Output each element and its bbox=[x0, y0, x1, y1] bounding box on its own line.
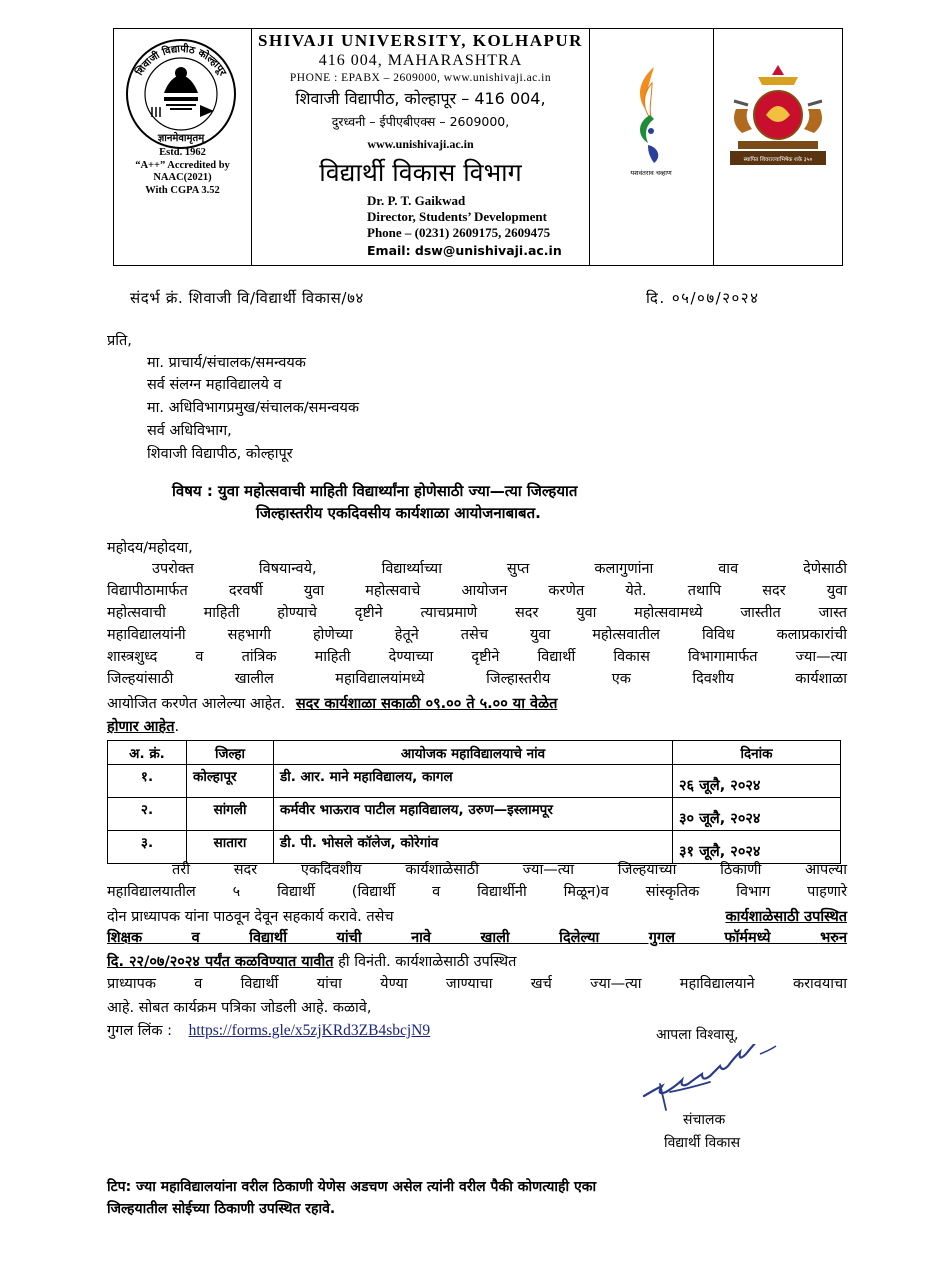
body-line: महाविद्यालयांनी सहभागी होणेच्या हेतूने तसेच युवा महोत्सवातील विविध कलाप्रकारांची bbox=[107, 627, 847, 643]
university-name-mr: शिवाजी विद्यापीठ, कोल्हापूर – 416 004, bbox=[295, 89, 546, 108]
university-name-en: SHIVAJI UNIVERSITY, KOLHAPUR bbox=[258, 31, 583, 50]
table-header: दिनांक bbox=[673, 741, 841, 765]
body-line: आहे. सोबत कार्यक्रम पत्रिका जोडली आहे. कळावे, bbox=[107, 1000, 372, 1016]
row-date: २६ जूलै, २०२४ bbox=[673, 765, 841, 798]
deadline-highlight: दि. २२/०७/२०२४ पर्यंत कळविण्यात यावीत bbox=[107, 954, 334, 970]
body-line: विद्यापीठामार्फत दरवर्षी युवा महोत्सवाचे आयोजन करणेत येते. तथापि सदर युवा bbox=[107, 583, 847, 599]
table-row bbox=[108, 831, 841, 864]
letterhead-divider bbox=[589, 29, 590, 265]
workshop-schedule-table bbox=[107, 740, 841, 864]
body-line: तरी सदर एकदिवशीय कार्यशाळेसाठी ज्या—त्या जिल्हयाच्या ठिकाणी आपल्या bbox=[172, 862, 847, 878]
note-line: जिल्हयातील सोईच्या ठिकाणी उपस्थित रहावे. bbox=[107, 1201, 336, 1217]
recipient-line: सर्व अधिविभाग, bbox=[147, 423, 232, 439]
university-pin-en: 416 004, MAHARASHTRA bbox=[318, 52, 523, 69]
google-link-label: गुगल लिंक : bbox=[107, 1023, 172, 1039]
row-district: सातारा bbox=[187, 831, 274, 864]
note-line: टिप: ज्या महाविद्यालयांना वरील ठिकाणी येणेस अडचण असेल त्यांनी वरील पैकी कोणत्याही एका bbox=[107, 1179, 597, 1195]
table-header: अ. क्रं. bbox=[108, 741, 187, 765]
row-district: सांगली bbox=[187, 798, 274, 831]
body-line: उपरोक्त विषयान्वये, विद्यार्थ्याच्या सुप्त कलागुणांना वाव देणेसाठी bbox=[152, 561, 847, 577]
table-row bbox=[108, 765, 841, 798]
google-link-row bbox=[107, 1020, 430, 1040]
university-seal-logo bbox=[124, 37, 238, 151]
emblem-logo bbox=[722, 59, 834, 179]
logo3-caption: स्थापित शिवराज्याभिषेक शके ३५० bbox=[743, 157, 813, 163]
row-district: कोल्हापूर bbox=[187, 765, 274, 798]
letterhead bbox=[113, 28, 843, 266]
director-email: Email: dsw@unishivaji.ac.in bbox=[367, 243, 562, 258]
salutation: महोदय/महोदया, bbox=[107, 540, 193, 556]
table-row bbox=[108, 798, 841, 831]
row-college: कर्मवीर भाऊराव पाटील महाविद्यालय, उरुण—इस्लामपूर bbox=[274, 798, 673, 831]
recipient-line: शिवाजी विद्यापीठ, कोल्हापूर bbox=[147, 446, 293, 462]
row-date: ३१ जूलै, २०२४ bbox=[673, 831, 841, 864]
table-header: आयोजक महाविद्यालयाचे नांव bbox=[274, 741, 673, 765]
body-line: शास्त्रशुध्द व तांत्रिक माहिती देण्याच्या दृष्टीने विद्यार्थी विकास विभागामार्फत ज्या—त्या bbox=[107, 649, 847, 665]
subject-line: विषय : युवा महोत्सवाची माहिती विद्यार्थ्यांना होणेसाठी ज्या—त्या जिल्हयात bbox=[172, 482, 578, 500]
seal-motto: ज्ञानमेवामृतम् bbox=[157, 133, 205, 144]
body-line: प्राध्यापक व विद्यार्थी यांचा येण्या जाण्याचा खर्च ज्या—त्या महाविद्यालयाने करावयाचा bbox=[107, 976, 847, 992]
signatory-department: विद्यार्थी विकास bbox=[664, 1135, 741, 1151]
letterhead-divider bbox=[713, 29, 714, 265]
body-line: आयोजित करणेत आलेल्या आहेत. सदर कार्यशाळा सकाळी ०९.०० ते ५.०० या वेळेत bbox=[107, 696, 558, 712]
recipient-prati: प्रति, bbox=[107, 333, 132, 349]
row-college: डी. आर. माने महाविद्यालय, कागल bbox=[274, 765, 673, 798]
accreditation-block: Estd. 1962 “A++” Accredited by NAAC(2021) With CGPA 3.52 bbox=[135, 147, 230, 196]
body-line: जिल्हयांसाठी खालील महाविद्यालयांमध्ये जिल्हास्तरीय एक दिवशीय कार्यशाळा bbox=[107, 671, 847, 687]
department-name-mr: विद्यार्थी विकास विभाग bbox=[319, 158, 522, 187]
table-header: जिल्हा bbox=[187, 741, 274, 765]
logo2-caption: यशवंतराव चव्हाण bbox=[630, 169, 672, 177]
google-form-link[interactable]: https://forms.gle/x5zjKRd3ZB4sbcjN9 bbox=[188, 1022, 431, 1039]
subject-line: जिल्हास्तरीय एकदिवसीय कार्यशाळा आयोजनाबाबत. bbox=[256, 504, 541, 522]
flame-logo bbox=[614, 63, 688, 181]
body-line: शिक्षक व विद्यार्थी यांची नावे खाली दिलेल्या गुगल फॉर्ममध्ये भरुन bbox=[107, 930, 847, 946]
university-website: www.unishivaji.ac.in bbox=[367, 137, 474, 151]
body-line: होणार आहेत. bbox=[107, 719, 180, 735]
svg-text:शिवाजी विद्यापीठ कोल्हापूर: शिवाजी विद्यापीठ कोल्हापूर bbox=[134, 43, 228, 78]
row-college: डी. पी. भोसले कॉलेज, कोरेगांव bbox=[274, 831, 673, 864]
workshop-time-highlight: सदर कार्यशाळा सकाळी ०९.०० ते ५.०० या वेळेत bbox=[295, 696, 558, 712]
recipient-line: मा. प्राचार्य/संचालक/समन्वयक bbox=[147, 355, 306, 371]
director-signature bbox=[640, 1044, 810, 1114]
signatory-title: संचालक bbox=[683, 1112, 726, 1128]
reference-number: संदर्भ क्रं. शिवाजी वि/विद्यार्थी विकास/७४ bbox=[130, 289, 364, 307]
recipient-line: सर्व संलग्न महाविद्यालये व bbox=[147, 377, 282, 393]
body-line: महोत्सवाची माहिती होण्याचे दृष्टीने त्याचप्रमाणे सदर युवा महोत्सवामध्ये जास्तीत जास्त bbox=[107, 605, 847, 621]
university-phone-mr: दुरध्वनी – ईपीएबीएक्स – 2609000, bbox=[331, 114, 510, 129]
table-header-row bbox=[108, 741, 841, 765]
director-name: Dr. P. T. Gaikwad bbox=[367, 193, 466, 208]
row-number: २. bbox=[108, 798, 187, 831]
letter-date: दि. ०५/०७/२०२४ bbox=[646, 289, 760, 307]
director-phone: Phone – (0231) 2609175, 2609475 bbox=[367, 225, 551, 240]
university-phone-en: PHONE : EPABX – 2609000, www.unishivaji.ac.in bbox=[289, 72, 552, 84]
row-number: ३. bbox=[108, 831, 187, 864]
row-number: १. bbox=[108, 765, 187, 798]
body-line: दि. २२/०७/२०२४ पर्यंत कळविण्यात यावीत ही विनंती. कार्यशाळेसाठी उपस्थित bbox=[107, 954, 517, 970]
director-title: Director, Students’ Development bbox=[367, 209, 547, 224]
recipient-line: मा. अधिविभागप्रमुख/संचालक/समन्वयक bbox=[147, 400, 360, 416]
signature-closing: आपला विश्वासू, bbox=[656, 1027, 739, 1043]
form-instruction-highlight: कार्यशाळेसाठी उपस्थित bbox=[725, 909, 847, 925]
body-line: दोन प्राध्यापक यांना पाठवून देवून सहकार्य करावे. तसेच कार्यशाळेसाठी उपस्थित bbox=[107, 906, 847, 926]
row-date: ३० जूलै, २०२४ bbox=[673, 798, 841, 831]
body-line: महाविद्यालयातील ५ विद्यार्थी (विद्यार्थी व विद्यार्थीनी मिळून)व सांस्कृतिक विभाग पाहणारे bbox=[107, 884, 847, 900]
